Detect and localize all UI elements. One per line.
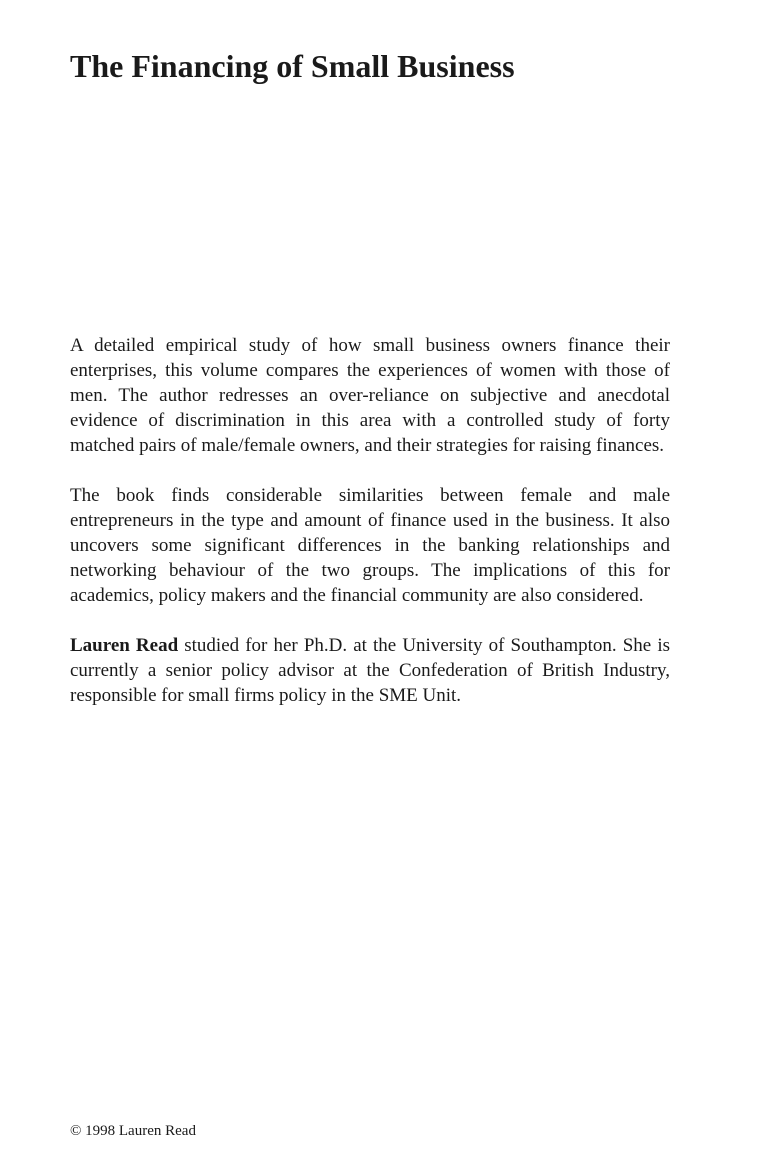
book-description bbox=[70, 333, 670, 733]
author-bio-paragraph bbox=[70, 633, 670, 708]
page-title: The Financing of Small Business bbox=[70, 48, 515, 84]
description-paragraph-1: A detailed empirical study of how small business owners finance their enterprises, this volume compares the experiences of women with those of men. The author redresses an over-reliance on subjective and anecdotal evidence of discrimination in this area with a controlled study of forty matched pairs of male/female owners, and their strategies for raising finances. bbox=[70, 335, 670, 456]
copyright-notice: © 1998 Lauren Read bbox=[70, 1123, 196, 1139]
author-name: Lauren Read bbox=[70, 635, 179, 656]
description-paragraph-2: The book finds considerable similarities between female and male entrepreneurs in the type and amount of finance used in the business. It also uncovers some significant differences in the banking relationships and networking behaviour of the two groups. The implications of this for academics, policy makers and the financial community are also considered. bbox=[70, 485, 670, 606]
author-bio: studied for her Ph.D. at the University of Southampton. She is currently a senior policy advisor at the Confederation of British Industry, responsible for small firms policy in the SME Unit. bbox=[70, 635, 670, 706]
